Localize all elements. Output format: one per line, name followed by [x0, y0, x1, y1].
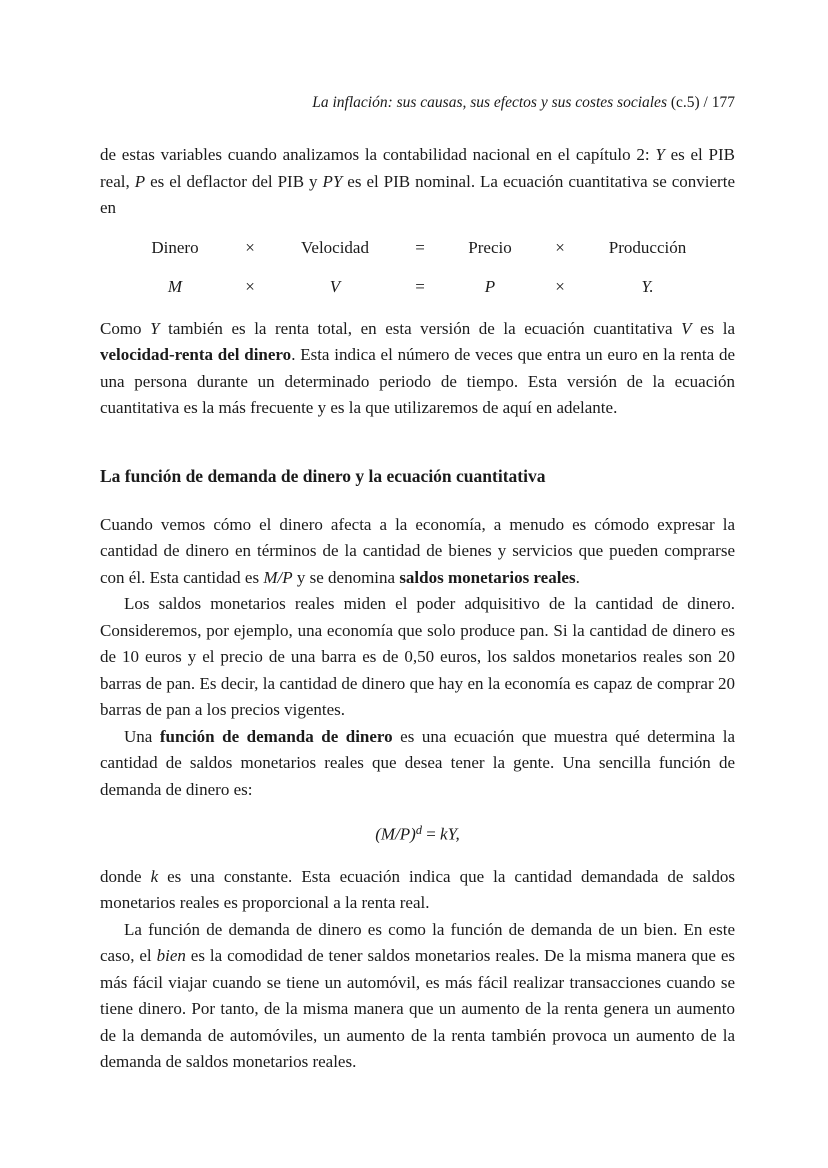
times-operator: × [245, 276, 255, 296]
text-segment: V [681, 318, 692, 338]
text-segment: k [150, 866, 159, 886]
text-segment: = [421, 824, 441, 844]
equation-word: Producción [608, 237, 687, 257]
text-segment: también es la renta total, en esta versión de la ecuación cuantitativa [159, 318, 682, 338]
text-segment: . Esta indica el número de veces que entra un euro en la renta de una persona durante un determinado periodo de tiempo. Esta versión de la ecuación cuantitativa es la más frecuente y es la que utilizaremos de aquí en adelante. [100, 345, 735, 417]
text-segment: (c.5) / 177 [666, 94, 735, 111]
text-segment: d [415, 823, 422, 837]
text-segment: función de demanda de dinero [159, 726, 393, 746]
text-segment: de estas variables cuando analizamos la contabilidad nacional en el capítulo 2: [100, 145, 656, 164]
equation-symbol: M [167, 276, 183, 296]
money-demand-equation [100, 817, 735, 848]
text-segment: es el PIB real, [100, 145, 736, 191]
text-segment: M/P [263, 567, 293, 587]
text-segment: Los saldos monetarios reales miden el poder adquisitivo de la cantidad de dinero. Consideremos, por ejemplo, una economía que solo produce pan. Si la cantidad de dinero es de 10 euros y el precio de una barra es de 0,50 euros, los saldos monetarios reales son 20 barras de pan. Es decir, la cantidad de dinero que hay en la economía es capaz de comprar 20 barras de pan a los precios vigentes. [100, 594, 735, 719]
text-segment: donde [100, 866, 151, 886]
text-column [100, 0, 735, 1076]
text-segment: kY, [440, 824, 460, 844]
quantity-equation-symbols [100, 273, 735, 300]
equation-symbol: V [329, 276, 341, 296]
equals-operator: = [415, 276, 425, 296]
equation-symbol: Y. [641, 276, 654, 296]
text-segment: Una [124, 726, 160, 746]
quantity-equation [100, 234, 735, 261]
equation-word: Dinero [151, 237, 199, 257]
times-operator: × [555, 276, 565, 296]
paragraph-variables-intro [100, 142, 735, 222]
running-header [100, 93, 735, 112]
paragraph-real-balances [100, 512, 735, 592]
text-segment: . [575, 567, 580, 587]
times-operator: × [245, 237, 255, 257]
text-segment: (M/P) [375, 824, 416, 844]
equation-word: Velocidad [301, 237, 369, 257]
text-segment: es la comodidad de tener saldos monetarios reales. De la misma manera que es más fácil viajar cuando se tiene un automóvil, es más fácil realizar transacciones cuando se tiene dinero. Por tanto, de la misma manera que un aumento de la renta genera un aumento de la demanda de automóviles, un aumento de la renta también provoca un aumento de la demanda de saldos monetarios reales. [100, 946, 735, 1071]
text-segment: La función de demanda de dinero es como la función de demanda de un bien. En este caso, el [100, 919, 735, 965]
paragraph-demand-analogy [100, 917, 735, 1076]
text-segment: es el PIB nominal. La ecuación cuantitativa se convierte en [100, 171, 735, 217]
text-segment: velocidad-renta del dinero [100, 345, 292, 364]
times-operator: × [555, 237, 565, 257]
text-segment: bien [156, 946, 186, 965]
equation-symbol: P [484, 276, 496, 296]
text-segment: es una ecuación que muestra qué determina la cantidad de saldos monetarios reales que desea tener la gente. Una sencilla función de demanda de dinero es: [100, 726, 736, 799]
text-segment: y se denomina [292, 567, 400, 587]
equation-word: Precio [468, 237, 512, 257]
paragraph-bread-example [100, 591, 735, 724]
text-segment: P [134, 171, 146, 191]
text-segment: PY [322, 171, 343, 191]
equals-operator: = [415, 237, 425, 257]
text-segment: es el deflactor del PIB y [145, 171, 323, 191]
text-segment: es una constante. Esta ecuación indica que la cantidad demandada de saldos monetarios reales es proporcional a la renta real. [100, 866, 735, 912]
text-segment: Y [150, 318, 160, 338]
section-heading: La función de demanda de dinero y la ecuación cuantitativa [100, 465, 546, 486]
paragraph-constant-k [100, 864, 735, 917]
text-segment: La inflación: sus causas, sus efectos y sus costes sociales [312, 94, 667, 111]
text-segment: es la [691, 318, 736, 338]
text-segment: Cuando vemos cómo el dinero afecta a la economía, a menudo es cómodo expresar la cantidad de dinero en términos de la cantidad de bienes y servicios que pueden comprarse con él. Esta cantidad es [100, 514, 735, 587]
paragraph-demand-function-intro [100, 724, 735, 804]
text-segment: saldos monetarios reales [399, 567, 576, 587]
paragraph-velocity-income [100, 316, 735, 422]
text-segment: Y [655, 145, 665, 164]
text-segment: Como [100, 318, 151, 338]
